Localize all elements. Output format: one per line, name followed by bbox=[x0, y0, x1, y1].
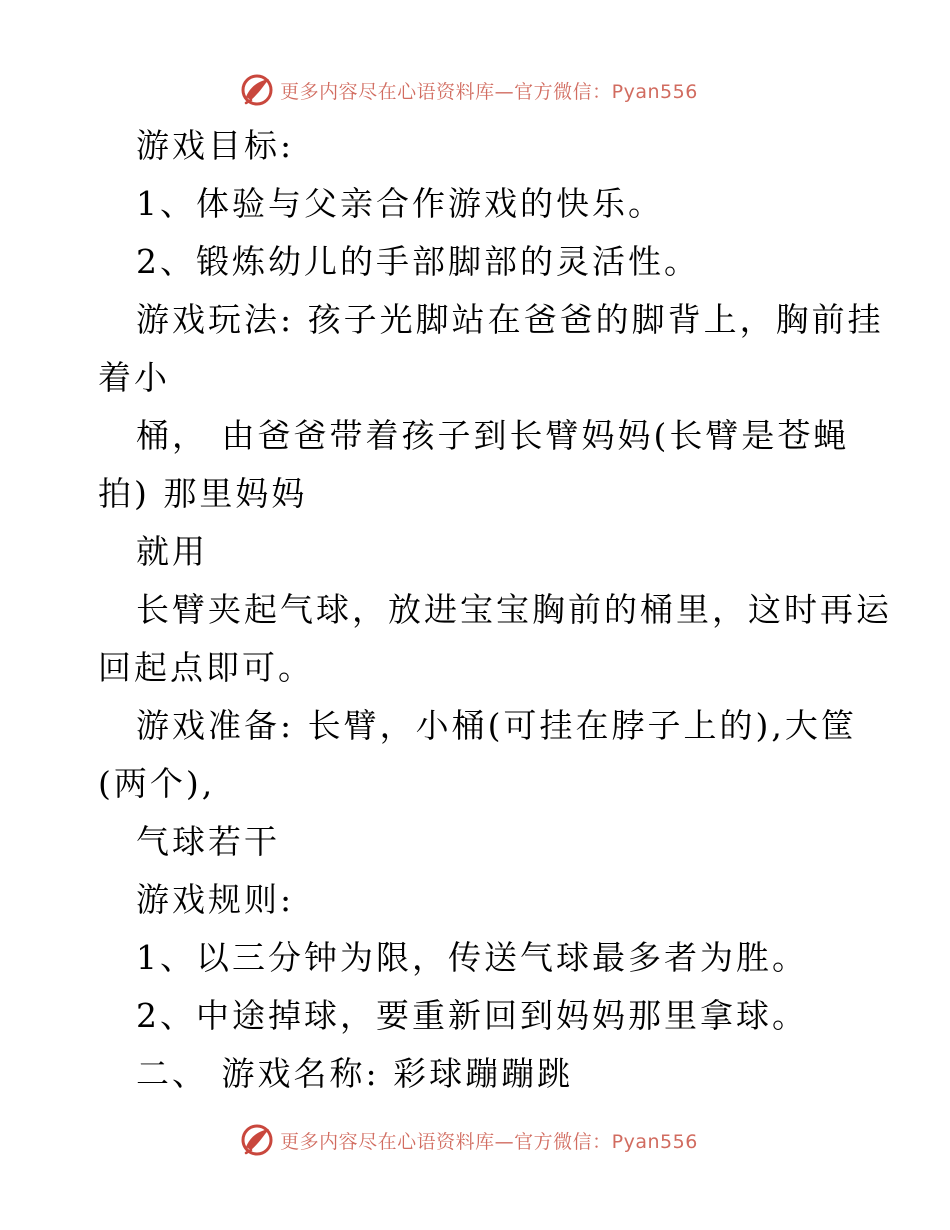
text-line: 游戏规则: bbox=[136, 880, 295, 919]
text-line: 二、 游戏名称: 彩球蹦蹦跳 bbox=[136, 1054, 574, 1093]
text-line: 1、以三分钟为限，传送气球最多者为胜。 bbox=[136, 938, 808, 977]
text-line: 回起点即可。 bbox=[98, 648, 314, 687]
text-line: (两个), bbox=[98, 764, 216, 803]
text-line: 着小 bbox=[98, 358, 170, 397]
text-line: 桶， 由爸爸带着孩子到长臂妈妈(长臂是苍蝇 bbox=[136, 416, 850, 455]
text-line: 游戏目标: bbox=[136, 126, 295, 165]
text-line: 游戏玩法: 孩子光脚站在爸爸的脚背上，胸前挂 bbox=[136, 300, 884, 339]
text-line: 2、中途掉球，要重新回到妈妈那里拿球。 bbox=[136, 996, 808, 1035]
text-line: 游戏准备: 长臂，小桶(可挂在脖子上的),大筐 bbox=[136, 706, 857, 745]
text-line: 1、体验与父亲合作游戏的快乐。 bbox=[136, 184, 664, 223]
header-banner-text: 更多内容尽在心语资料库—官方微信：Pyan556 bbox=[280, 80, 698, 103]
pen-nib-logo-icon bbox=[240, 1123, 274, 1157]
text-line: 长臂夹起气球，放进宝宝胸前的桶里，这时再运 bbox=[136, 590, 892, 629]
footer-banner-text: 更多内容尽在心语资料库—官方微信：Pyan556 bbox=[280, 1130, 698, 1153]
text-line: 气球若干 bbox=[136, 822, 280, 861]
text-line: 2、锻炼幼儿的手部脚部的灵活性。 bbox=[136, 242, 700, 281]
text-line: 拍) 那里妈妈 bbox=[98, 474, 308, 513]
footer-banner bbox=[0, 1120, 950, 1160]
footer-banner-inner bbox=[240, 1123, 698, 1157]
text-line: 就用 bbox=[136, 532, 208, 571]
